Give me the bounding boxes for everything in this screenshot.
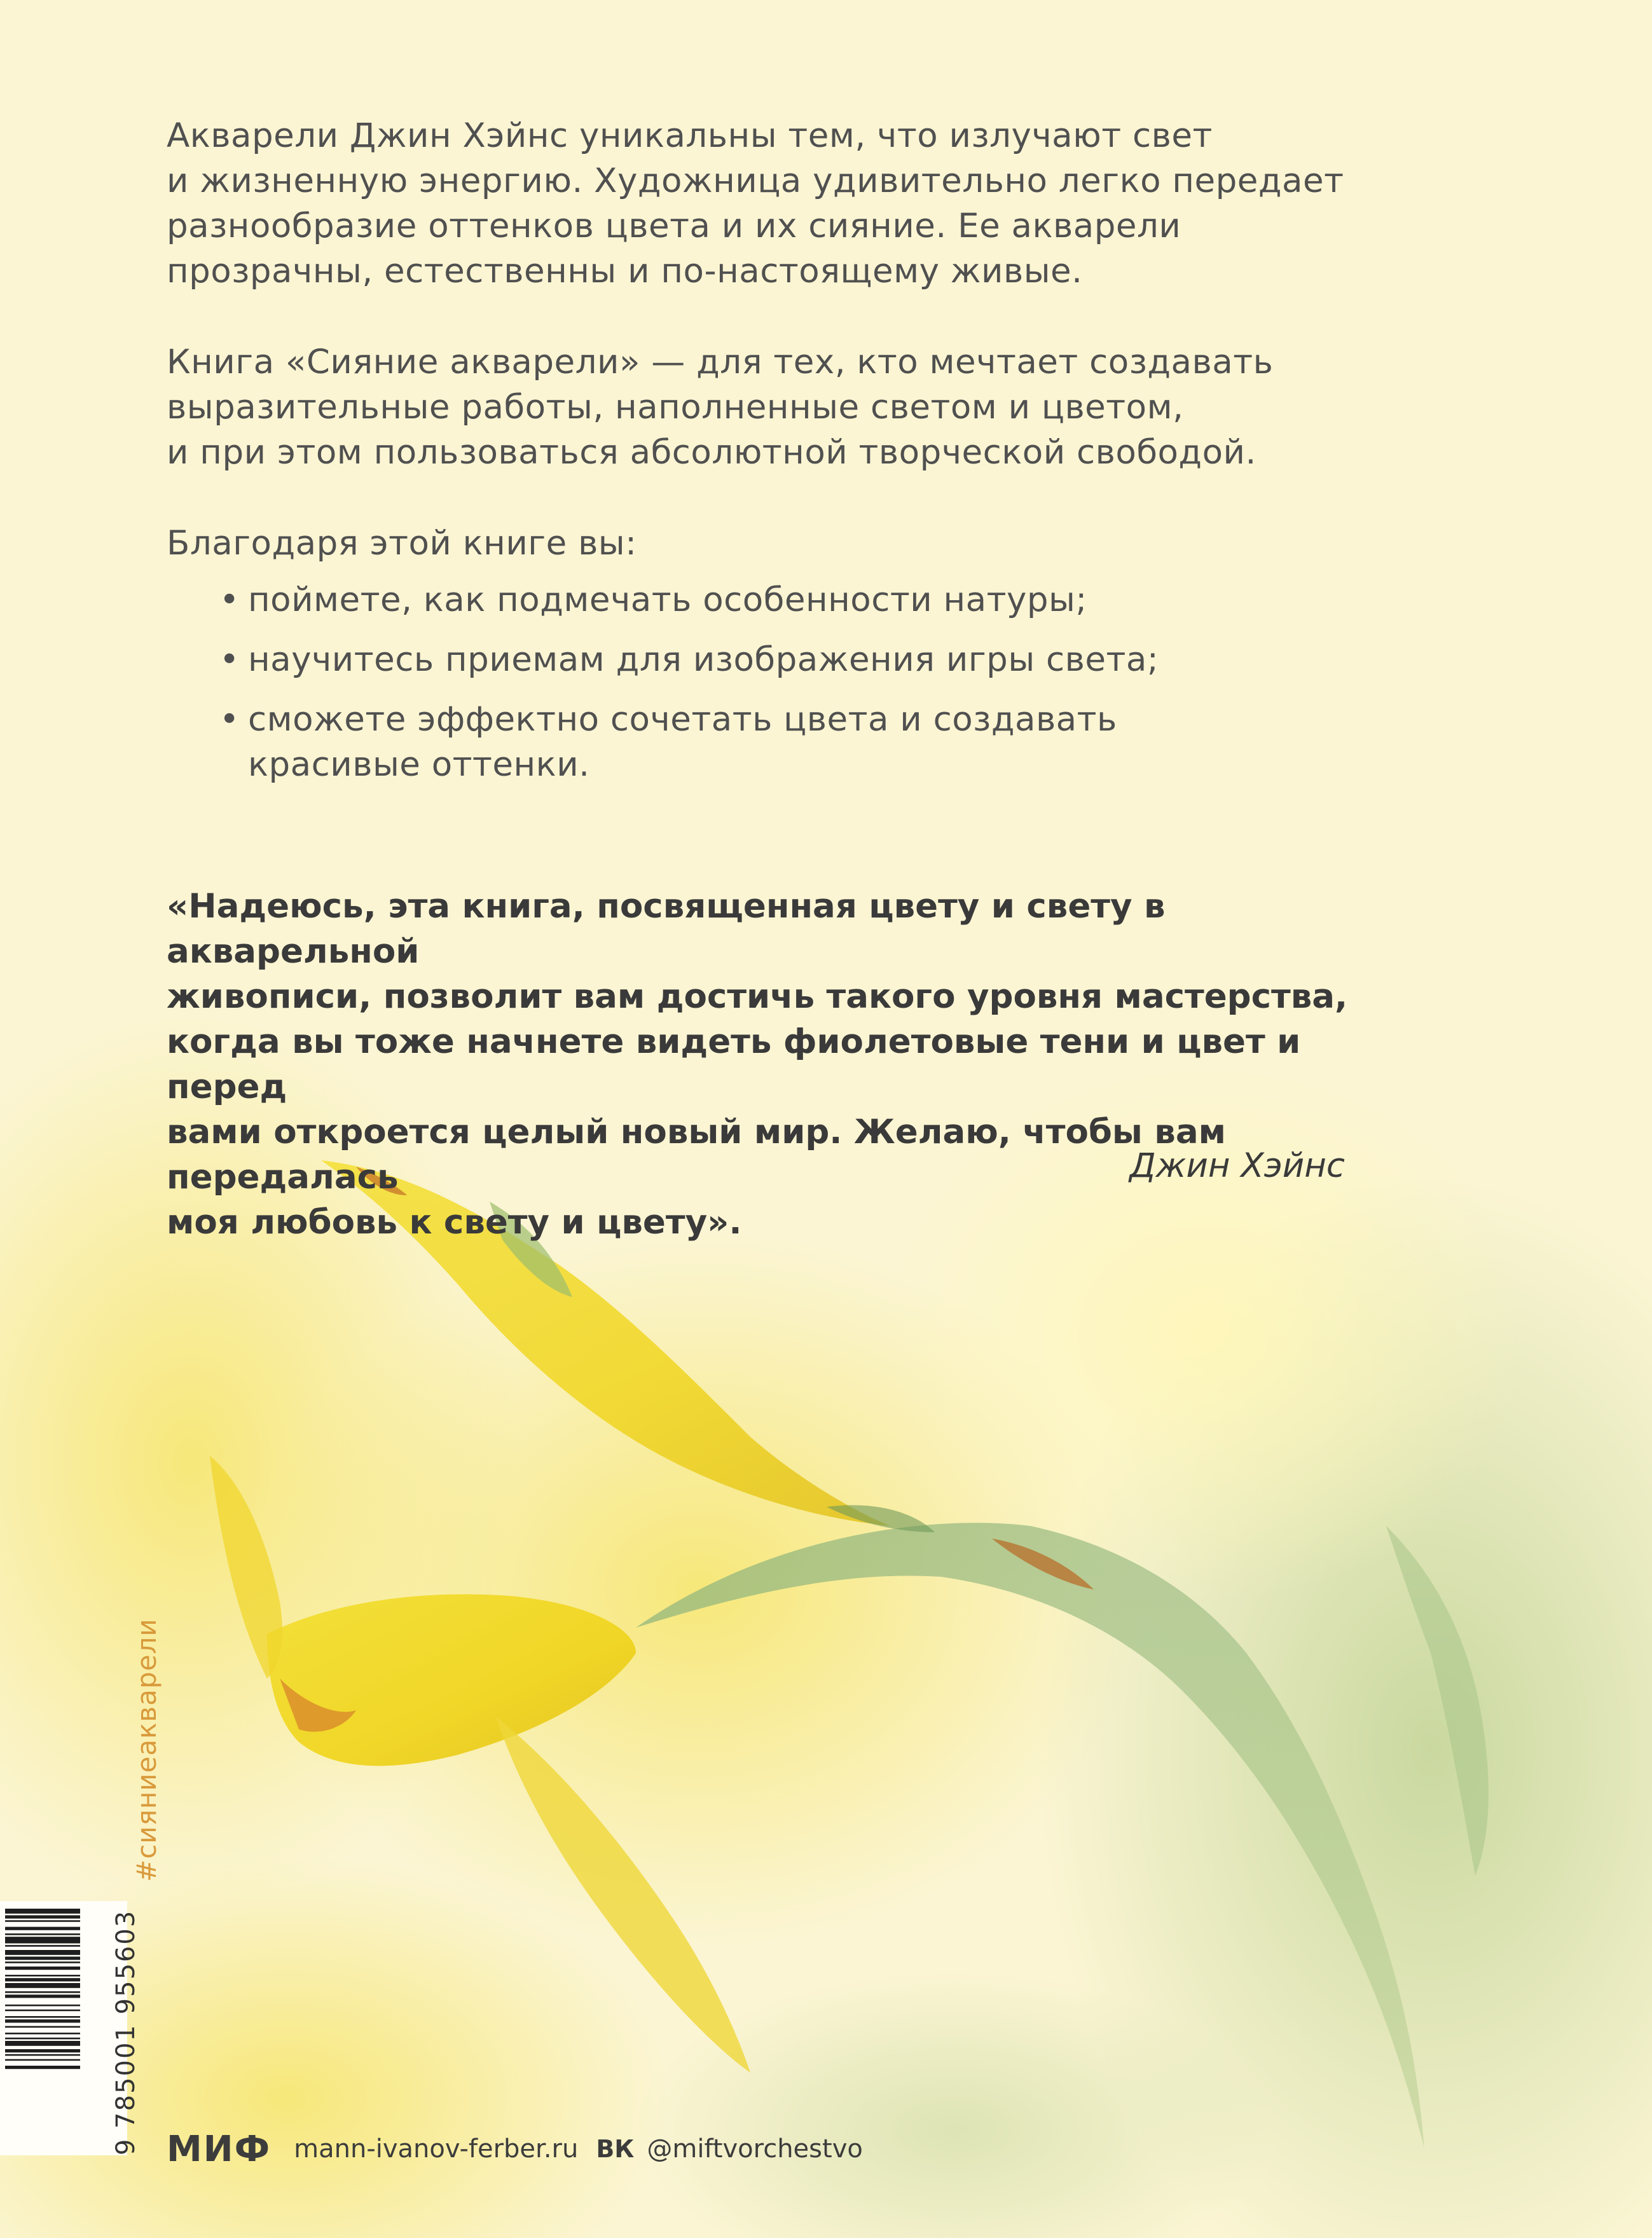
barcode-bar bbox=[5, 2054, 80, 2056]
bullet-icon: • bbox=[219, 700, 240, 739]
barcode-bar bbox=[5, 1956, 80, 1960]
quote-line: моя любовь к свету и цвету». bbox=[167, 1203, 742, 1242]
barcode-bar bbox=[5, 1909, 80, 1914]
text-line: Книга «Сияние акварели» — для тех, кто мечтает создавать bbox=[167, 343, 1274, 381]
text-line: прозрачны, естественны и по-настоящему живые. bbox=[167, 252, 1083, 291]
quote-author: Джин Хэйнс bbox=[1129, 1146, 1345, 1185]
intro-paragraph bbox=[167, 113, 1375, 294]
quote-line: когда вы тоже начнете видеть фиолетовые тени и цвет и перед bbox=[167, 1022, 1301, 1106]
benefits-list bbox=[167, 577, 1375, 787]
publisher-footer bbox=[167, 2124, 863, 2174]
barcode-bar bbox=[5, 1933, 80, 1935]
hashtag-label: #сияниеакварели bbox=[131, 1618, 162, 1882]
barcode-bar bbox=[5, 1994, 80, 1998]
book-paragraph bbox=[167, 340, 1375, 475]
barcode-bar bbox=[5, 1920, 80, 1922]
list-item bbox=[167, 577, 1375, 622]
barcode-bar bbox=[5, 1915, 80, 1918]
barcode-bar bbox=[5, 1991, 80, 1993]
isbn-number: 9 785001 955603 bbox=[111, 1909, 141, 2155]
barcode-bar bbox=[5, 1961, 80, 1963]
quote-line: «Надеюсь, эта книга, посвященная цвету и свету в акварельной bbox=[167, 887, 1166, 971]
barcode-bar bbox=[5, 2059, 80, 2061]
barcode-bar bbox=[5, 1927, 80, 1930]
barcode-bar bbox=[5, 2038, 80, 2040]
barcode-bar bbox=[5, 2005, 80, 2007]
barcode-bar bbox=[5, 1975, 80, 1977]
text-line: сможете эффектно сочетать цвета и создавать bbox=[248, 700, 1117, 739]
barcode-bar bbox=[5, 2019, 80, 2022]
text-line: и при этом пользоваться абсолютной творческой свободой. bbox=[167, 433, 1256, 472]
barcode-bar bbox=[5, 2026, 80, 2028]
text-line: научитесь приемам для изображения игры света; bbox=[248, 640, 1159, 679]
barcode-bar bbox=[5, 2041, 80, 2046]
text-line: поймете, как подмечать особенности натуры; bbox=[248, 580, 1087, 619]
website-link[interactable]: mann-ivanov-ferber.ru bbox=[294, 2134, 579, 2164]
barcode-bar bbox=[5, 2010, 80, 2012]
list-item bbox=[167, 697, 1375, 787]
list-intro: Благодаря этой книге вы: bbox=[167, 524, 637, 563]
publisher-logo: МИФ bbox=[167, 2128, 272, 2170]
barcode-bar bbox=[5, 2016, 80, 2018]
list-item bbox=[167, 637, 1375, 682]
barcode bbox=[0, 1901, 127, 2155]
barcode-bar bbox=[5, 2049, 80, 2052]
vk-icon: ВК bbox=[596, 2135, 635, 2163]
barcode-bar bbox=[5, 2066, 80, 2069]
social-handle[interactable]: @miftvorchestvo bbox=[647, 2134, 863, 2164]
barcode-bar bbox=[5, 1950, 80, 1955]
quote-line: живописи, позволит вам достичь такого уровня мастерства, bbox=[167, 977, 1348, 1016]
barcode-bar bbox=[5, 1937, 80, 1943]
barcode-bar bbox=[5, 1978, 80, 1981]
bullet-icon: • bbox=[219, 580, 240, 619]
quote-line: вами откроется целый новый мир. Желаю, чтобы вам передалась bbox=[167, 1113, 1226, 1197]
barcode-bar bbox=[5, 1983, 80, 1988]
author-quote bbox=[167, 884, 1375, 1245]
barcode-bar bbox=[5, 2033, 80, 2035]
barcode-bar bbox=[5, 1967, 80, 1970]
barcode-bars bbox=[0, 1901, 127, 2155]
description-block bbox=[167, 113, 1375, 802]
text-line: и жизненную энергию. Художница удивительно легко передает bbox=[167, 161, 1344, 200]
text-line: выразительные работы, наполненные светом и цветом, bbox=[167, 388, 1184, 427]
bullet-icon: • bbox=[219, 640, 240, 679]
text-line: красивые оттенки. bbox=[248, 745, 590, 784]
text-line: Акварели Джин Хэйнс уникальны тем, что излучают свет bbox=[167, 116, 1213, 155]
text-line: разнообразие оттенков цвета и их сияние. Ее акварели bbox=[167, 207, 1181, 245]
barcode-bar bbox=[5, 1945, 80, 1947]
